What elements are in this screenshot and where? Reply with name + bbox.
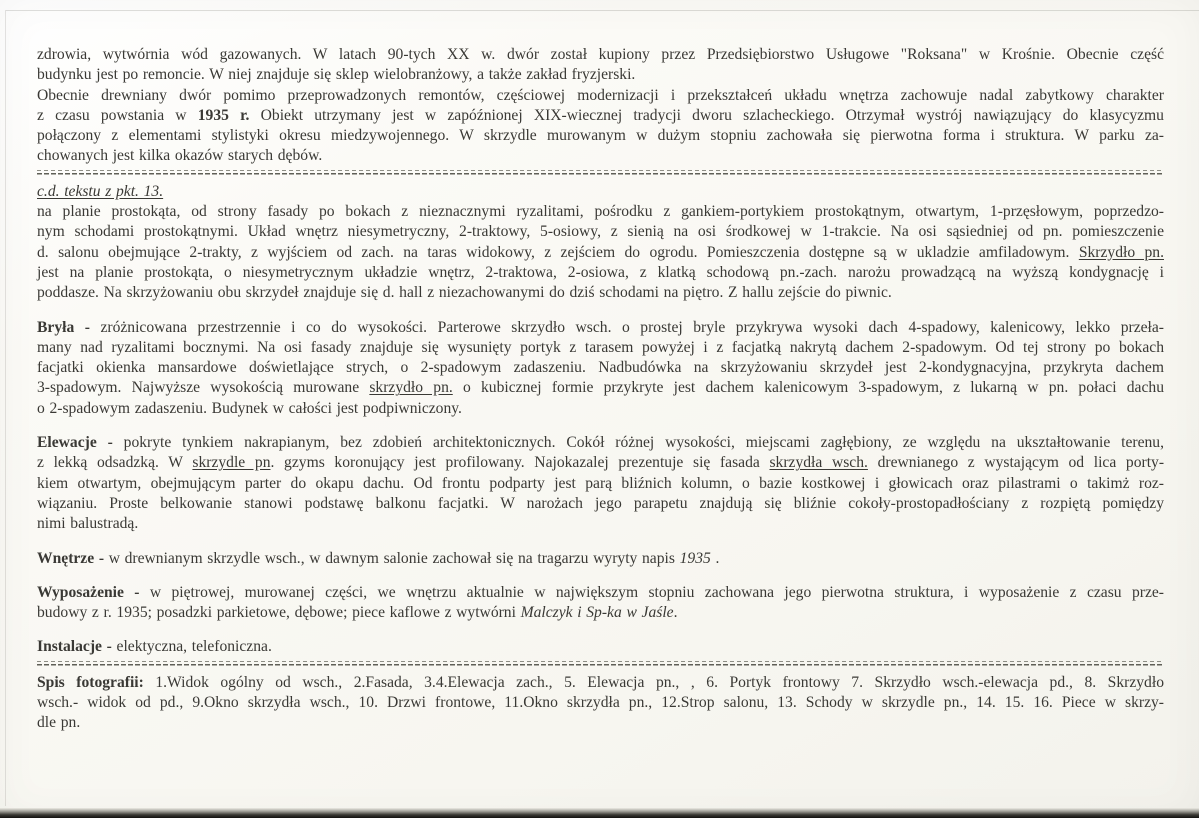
text-segment: budowy z r. 1935; posadzki parkietowe, dębowe; piece kaflowe z wytwórni [37,604,521,622]
text-segment: o kubicznej formie przykryte jest dachem kalenicowym 3-spadowym, z lukarną w pn. połaci dachu [452,379,1164,397]
section-heading-text: Wnętrze - [37,549,105,567]
text-segment: Obecnie drewniany dwór pomimo przeprowadzonych remontów, częściowej modernizacji i przekształceń układu wnętrza zachowuje nadal zabytkowy charakter [37,86,1164,104]
section-heading-text: 1935 r. [197,106,250,124]
section-heading-text: Elewacje - [37,434,113,452]
text-line [37,378,1164,398]
text-line [37,453,1164,473]
dashed-divider [37,170,1164,175]
text-segment: drewnianego z wystającym od lica porty- [867,454,1165,472]
text-line [37,222,1164,242]
text-line [37,182,1164,202]
text-line [37,243,1164,263]
text-segment: budynku jest po remoncie. W niej znajduje się sklep wielobranżowy, a także zakład fryzjerski. [37,66,636,84]
text-segment: w piętrowej, murowanej części, we wnętrzu aktualnie w największym stopniu zachowana jego pierwotna struktura, i wyposażenie z czasu prze- [139,583,1164,601]
text-line [37,202,1164,222]
text-line [37,713,1164,733]
text-segment: z lekką odsadzką. W [37,454,193,472]
text-segment: skrzydle pn [192,454,271,472]
text-line [37,86,1164,106]
text-segment: wsch.- widok od pd., 9.Okno skrzydła wsch., 10. Drzwi frontowe, 11.Okno skrzydła pn., 12.Strop salonu, 13. Schody w skrzydle pn., 14. 15. 16. Piece w skrzy- [37,694,1164,712]
text-line [37,693,1164,713]
scan-edge-left [5,10,6,806]
text-segment: many nad ryzalitami bocznymi. Na osi fasady znajduje się wysunięty portyk z tarasem powyżej i z facjatką nakrytą dachem 2-spadowym. Od tej strony po bokach [37,338,1164,356]
text-segment: połączony z elementami stylistyki okresu miedzywojennego. W skrzydle murowanym w dużym stopniu zachowała się pierwotna forma i struktura. W parku za- [37,127,1164,145]
text-segment: jest na planie prostokąta, o niesymetrycznym układzie wnętrz, 2-traktowa, 2-osiowa, z klatką schodową pn.-zach. narożu prowadzącą na wyższą kondygnację i [37,263,1164,281]
text-segment: elektyczna, telefoniczna. [111,638,272,656]
scan-edge-top [6,10,1199,11]
text-line [37,126,1164,146]
text-line [37,399,1164,419]
text-line [37,583,1164,603]
text-segment: skrzydło pn. [369,379,453,397]
text-line [37,146,1164,166]
text-segment: na planie prostokąta, od strony fasady po bokach z nieznacznymi ryzalitami, pośrodku z gankiem-portykiem prostokątnym, otwartym, 1-przęsłowym, poprzedzo- [37,203,1164,221]
text-segment: dle pn. [37,714,81,732]
text-segment: z czasu powstania w [37,106,198,124]
scan-edge-bottom [0,808,1199,818]
paragraph-spis-fotografii [37,673,1164,734]
text-segment: nym schodami prostokątnymi. Układ wnętrz niesymetryczny, 2-traktowy, 5-osiowy, z sienią na osi środkowej w 1-trakcie. Na osi sąsiedniej od pn. pomieszczenie [37,223,1164,241]
text-segment: skrzydła wsch. [769,454,868,472]
text-segment: o 2-spadowym zadaszeniu. Budynek w całości jest podpiwniczony. [37,399,462,417]
text-segment: . [673,604,678,622]
paragraph-intro [37,45,1164,167]
paragraph-wyposazenie [37,583,1164,624]
text-line [37,673,1164,693]
text-segment: pokryte tynkiem nakrapianym, bez zdobień architektonicznych. Cokół różnej wysokości, miejscami zagłębiony, ze względu na ukształtowanie terenu, [112,434,1164,452]
text-segment: . gzyms koronujący jest profilowany. Najokazalej prezentuje się fasada [270,454,770,472]
text-segment: w drewnianym skrzydle wsch., w dawnym salonie zachował się na tragarzu wyryty napis [104,549,680,567]
text-line [37,263,1164,283]
text-line [37,514,1164,534]
text-line [37,358,1164,378]
text-segment: . [710,549,720,567]
text-line [37,549,1164,569]
text-segment: Skrzydło pn. [1078,243,1164,261]
paragraph-bryla [37,318,1164,419]
text-segment: Malczyk i Sp-ka w Jaśle [520,604,674,622]
paragraph-elewacje [37,433,1164,534]
text-segment: wiązaniu. Proste belkowanie stanowi podstawę balkonu facjatki. W narożach jego parapetu znajdują się bliźnie cokoły-prostopadłościany z rozpiętą pomiędzy [37,494,1164,512]
text-segment: c.d. tekstu z pkt. 13. [37,182,164,200]
text-line [37,45,1164,65]
section-heading-text: Wyposażenie - [37,583,140,601]
text-segment: zdrowia, wytwórnia wód gazowanych. W latach 90-tych XX w. dwór został kupiony przez Przedsiębiorstwo Usługowe "Roksana" w Krośnie. Obecnie część [37,46,1164,63]
text-line [37,338,1164,358]
text-line [37,603,1164,623]
dashed-divider [37,661,1164,666]
text-line [37,474,1164,494]
section-heading-text: Instalacje - [37,638,112,656]
section-heading-text: Spis fotografii: [37,673,144,691]
text-segment: Obiekt utrzymany jest w zapóźnionej XIX-wiecznej tradycji dworu szlacheckiego. Otrzymał wystrój nawiązujący do klasycyzmu [249,106,1164,124]
text-line [37,106,1164,126]
paragraph-cd-tekstu-pkt-13 [37,182,1164,304]
text-segment: 1935 [679,549,711,567]
text-segment: d. salonu obejmujące 2-trakty, z wyjściem od zach. na taras widokowy, z zejściem do ogrodu. Pomieszczenia dostępne są w ukladzie amfiladowym. [37,243,1079,261]
text-segment: 3-spadowym. Najwyższe wysokością murowane [37,379,370,397]
text-segment: 1.Widok ogólny od wsch., 2.Fasada, 3.4.Elewacja zach., 5. Elewacja pn., , 6. Portyk frontowy 7. Skrzydło wsch.-elewacja pd., 8. Skrzydło [143,673,1164,691]
page-content [37,45,1164,734]
text-line [37,433,1164,453]
text-line [37,65,1164,85]
text-line [37,494,1164,514]
text-line [37,637,1164,657]
text-line [37,283,1164,303]
paragraph-wnetrze [37,549,1164,569]
text-segment: facjatki okienka mansardowe doświetlające strych, o 2-spadowym zadaszeniu. Nadbudówka na skrzyżowaniu skrzydeł jest 2-kondygnacyjna, przykryta dachem [37,359,1164,377]
text-line [37,318,1164,338]
text-segment: chowanych jest kilka okazów starych dębów. [37,147,323,165]
text-segment: poddasze. Na skrzyżowaniu obu skrzydeł znajduje się d. hall z niezachowanymi do dziś schodami na piętro. Z hallu zejście do piwnic. [37,284,892,302]
text-segment: nimi balustradą. [37,515,139,533]
text-segment: zróżnicowana przestrzennie i co do wysokości. Parterowe skrzydło wsch. o prostej bryle przykrywa wysoki dach 4-spadowy, kalenicowy, lekko przeła- [89,318,1164,336]
text-segment: kiem otwartym, obejmującym parter do okapu dachu. Od frontu podparty jest parą bliźnich kolumn, o bazie kostkowej i głowicach oraz pilastrami o takimż roz- [37,474,1164,492]
paragraph-instalacje [37,637,1164,657]
section-heading-text: Bryła - [37,318,90,336]
